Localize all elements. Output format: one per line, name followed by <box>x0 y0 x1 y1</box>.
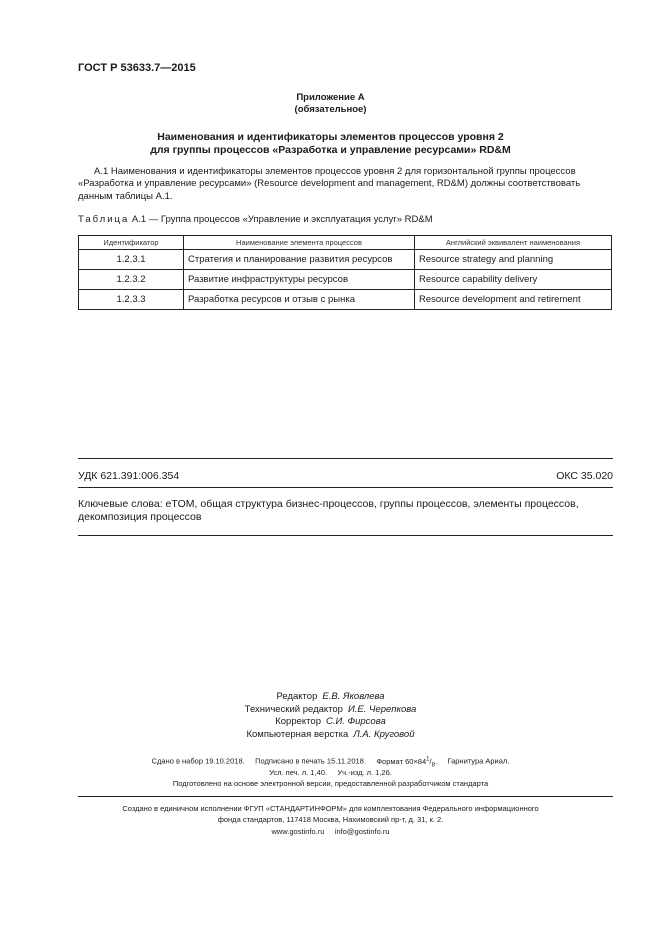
table-row <box>79 290 612 310</box>
oks-code: ОКС 35.020 <box>556 470 613 482</box>
appendix-heading-line1: Наименования и идентификаторы элементов процессов уровня 2 <box>157 131 504 143</box>
publisher-line2: фонда стандартов, 117418 Москва, Нахимовский пр-т, д. 31, к. 2. <box>217 815 444 824</box>
table-cell-name: Развитие инфраструктуры ресурсов <box>184 270 415 290</box>
divider-middle <box>78 487 613 488</box>
table-caption-text: А.1 — Группа процессов «Управление и эксплуатация услуг» RD&M <box>131 214 433 225</box>
credit-person: Е.В. Яковлева <box>322 691 385 702</box>
print-typeface: Гарнитура Ариал. <box>447 756 510 766</box>
credit-corrector <box>0 716 661 727</box>
print-sheets: Усл. печ. л. 1,40. <box>269 768 327 777</box>
credit-person: Л.А. Круговой <box>353 729 415 740</box>
table-header-cell: Идентификатор <box>79 236 184 250</box>
publisher-contacts <box>0 827 661 836</box>
standard-number: ГОСТ Р 53633.7—2015 <box>78 62 196 74</box>
print-signed: Подписано в печать 15.11.2018. <box>255 756 366 766</box>
table-cell-english: Resource capability delivery <box>415 270 612 290</box>
print-format: Формат $60\times 84^1/_8$. <box>376 756 438 768</box>
table-cell-id: 1.2.3.1 <box>79 250 184 270</box>
table-row <box>79 270 612 290</box>
publisher-email-link[interactable]: info@gostinfo.ru <box>334 827 390 836</box>
process-table <box>78 235 612 310</box>
table-header-row <box>79 236 612 250</box>
publisher-line1: Создано в единичном исполнении ФГУП «СТАНДАРТИНФОРМ» для комплектования Федерального информационного <box>122 804 539 813</box>
credit-layout <box>0 729 661 740</box>
udk-code: УДК 621.391:006.354 <box>78 470 180 482</box>
table-cell-english: Resource strategy and planning <box>415 250 612 270</box>
appendix-status: (обязательное) <box>294 104 367 115</box>
appendix-heading-line2: для группы процессов «Разработка и управление ресурсами» RD&M <box>150 144 511 156</box>
table-header-cell: Наименование элемента процессов <box>184 236 415 250</box>
table-caption-prefix: Таблица <box>78 214 130 225</box>
appendix-title: Приложение А <box>296 92 365 103</box>
credit-person: И.Е. Черепкова <box>347 704 417 715</box>
credit-tech-editor <box>0 704 661 715</box>
credit-editor <box>0 691 661 702</box>
publisher-website-link[interactable]: www.gostinfo.ru <box>271 827 325 836</box>
divider-top <box>78 458 613 459</box>
table-cell-id: 1.2.3.3 <box>79 290 184 310</box>
table-cell-name: Стратегия и планирование развития ресурсов <box>184 250 415 270</box>
print-typeset: Сдано в набор 19.10.2018. <box>151 756 245 766</box>
table-caption <box>78 214 433 225</box>
credit-label: Редактор <box>276 691 318 702</box>
credit-label: Технический редактор <box>244 704 343 715</box>
divider-bottom <box>78 535 613 536</box>
print-line2 <box>0 768 661 777</box>
print-publisher-sheets: Уч.-изд. л. 1,26. <box>337 768 392 777</box>
credit-label: Корректор <box>275 716 321 727</box>
table-cell-english: Resource development and retirement <box>415 290 612 310</box>
print-line3: Подготовлено на основе электронной версии, предоставленной разработчиком стандарта <box>172 779 489 788</box>
appendix-paragraph: А.1 Наименования и идентификаторы элементов процессов уровня 2 для горизонтальной группы процессов «Разработка и управление ресурсами» (Resource development and management, RD&M) должны соответствовать данным таблицы А.1. <box>78 166 581 202</box>
credit-person: С.И. Фирсова <box>325 716 386 727</box>
table-cell-name: Разработка ресурсов и отзыв с рынка <box>184 290 415 310</box>
table-cell-id: 1.2.3.2 <box>79 270 184 290</box>
table-row <box>79 250 612 270</box>
keywords: Ключевые слова: eTOM, общая структура бизнес-процессов, группы процессов, элементы процессов, декомпозиция процессов <box>78 498 579 523</box>
table-header-cell: Английский эквивалент наименования <box>415 236 612 250</box>
credit-label: Компьютерная верстка <box>246 729 349 740</box>
print-line1 <box>0 756 661 768</box>
divider-publisher <box>78 796 613 797</box>
